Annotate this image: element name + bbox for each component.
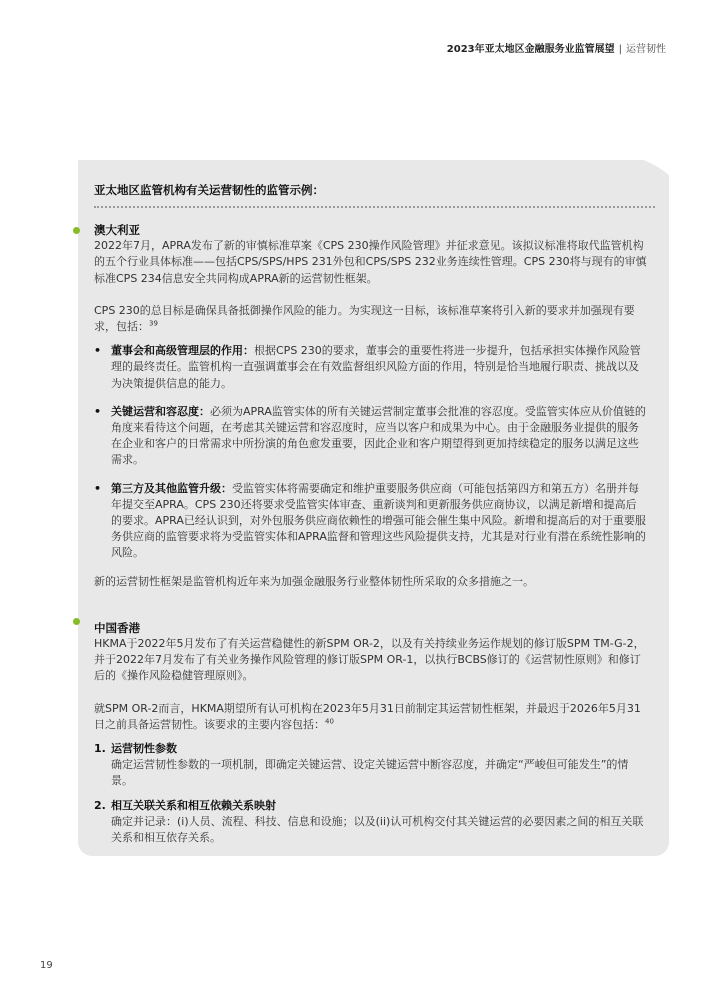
report-title: 2023年亚太地区金融服务业监管展望 [446, 44, 615, 55]
section-name: 运营韧性 [626, 44, 666, 55]
australia-paragraph-1: 2022年7月，APRA发布了新的审慎标准草案《CPS 230操作风险管理》并征求意见。该拟议标准将取代监管机构的五个行业具体标准——包括CPS/SPS/HPS 231外包和CPS/SPS 232业务连续性管理。CPS 230将与现有的审慎标准CPS 234信息安全共同构成APRA新的运营韧性框架。 [94, 239, 647, 285]
list-item: 2. 相互关联关系和相互依赖关系映射 确定并记录：(i)人员、流程、科技、信息和设施；以及(ii)认可机构交付其关键运营的必要因素之间的相互关联关系和相互依存关系。 [94, 798, 644, 845]
australia-paragraph-3: 新的运营韧性框架是监管机构近年来为加强金融服务行业整体韧性所采取的众多措施之一。 [94, 574, 534, 588]
list-item: • 董事会和高级管理层的作用：根据CPS 230的要求，董事会的重要性将进一步提升，包括承担实体操作风险管理的最终责任。监管机构一直强调董事会在有效监督组织风险方面的作用，特别是恰当地履行职责、挑战以及为决策提供信息的能力。 [94, 344, 641, 390]
green-marker-hongkong [73, 618, 80, 625]
hongkong-paragraph-1: HKMA于2022年5月发布了有关运营稳健性的新SPM OR-2，以及有关持续业务运作规划的修订版SPM TM-G-2，并于2022年7月发布了有关业务操作风险管理的修订版SPM OR-1，以执行BCBS修订的《运营韧性原则》和修订后的《操作风险稳健管理原则》。 [94, 637, 645, 683]
dotted-divider [94, 206, 655, 208]
australia-paragraph-2: CPS 230的总目标是确保具备抵御操作风险的能力。为实现这一目标，该标准草案将引入新的要求并加强现有要求，包括：$^{39}$ [94, 303, 635, 334]
list-item: • 关键运营和容忍度：必须为APRA监管实体的所有关键运营制定董事会批准的容忍度。受监管实体应从价值链的角度来看待这个问题，在考虑其关键运营和容忍度时，应当以客户和成果为中心。由于金融服务业提供的服务在企业和客户的日常需求中所扮演的角色愈发重要，因此企业和客户期望得到更加持续稳定的服务以满足这些需求。 [94, 404, 646, 467]
list-item: • 第三方及其他监管升级：受监管实体将需要确定和维护重要服务供应商（可能包括第四方和第五方）名册并每年提交至APRA。CPS 230还将要求受监管实体审查、重新谈判和更新服务供应商协议，以满足新增和提高后的要求。APRA已经认识到，对外包服务供应商依赖性的增强可能会催生集中风险。新增和提高后的对于重要服务供应商的监管要求将为受监管实体和APRA监督和管理这些风险提供支持，尤其是对行业有潜在系统性影响的风险。 [94, 481, 646, 560]
hongkong-heading: 中国香港 [94, 620, 140, 635]
footnote-ref: 39 [149, 319, 158, 328]
page-header [447, 40, 666, 55]
example-box [78, 160, 669, 856]
list-item: 1. 运营韧性参数 确定运营韧性参数的一项机制，即确定关键运营、设定关键运营中断容忍度，并确定“严峻但可能发生”的情景。 [94, 742, 629, 788]
hongkong-paragraph-2: 就SPM OR-2而言，HKMA期望所有认可机构在2023年5月31日前制定其运营韧性框架，并最迟于2026年5月31日之前具备运营韧性。该要求的主要内容包括：$^{40}$ [94, 701, 641, 731]
page-number: 19 [40, 960, 53, 971]
hongkong-numbered-list [94, 741, 647, 846]
footnote-ref: 40 [325, 717, 334, 726]
box-title: 亚太地区监管机构有关运营韧性的监管示例： [94, 183, 324, 197]
australia-bullet-list [94, 343, 647, 561]
header-separator: | [618, 44, 622, 55]
box-content [94, 222, 647, 854]
green-corner-accent [549, 160, 669, 230]
green-marker-australia [73, 227, 80, 234]
australia-heading: 澳大利亚 [94, 223, 140, 237]
